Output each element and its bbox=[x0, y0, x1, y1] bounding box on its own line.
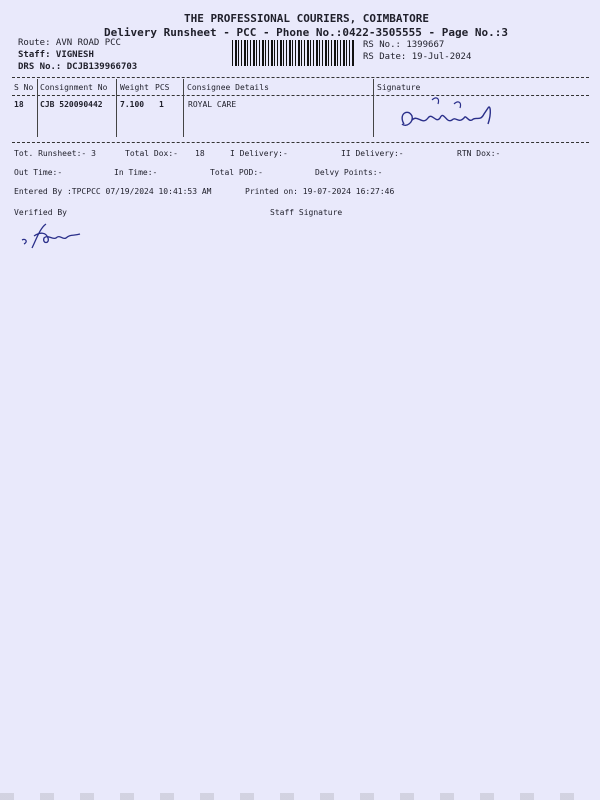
col-header-consignment: Consignment No bbox=[40, 83, 108, 92]
col-header-pcs: PCS bbox=[155, 83, 170, 92]
row-consignment-no: CJB 520090442 bbox=[40, 100, 103, 109]
tot-runsheet: Tot. Runsheet:- 3 bbox=[14, 149, 96, 158]
col-header-sno: S No bbox=[14, 83, 34, 92]
delvy-points: Delvy Points:- bbox=[315, 168, 383, 177]
runsheet-subtitle: Delivery Runsheet - PCC - Phone No.:0422-3505555 - Page No.:3 bbox=[104, 26, 508, 39]
col-divider bbox=[37, 79, 38, 137]
entered-by: Entered By :TPCPCC 07/19/2024 10:41:53 AM bbox=[14, 187, 212, 196]
rtn-dox: RTN Dox:- bbox=[457, 149, 501, 158]
verified-by-label: Verified By bbox=[14, 208, 67, 217]
col-header-weight: Weight bbox=[120, 83, 149, 92]
rs-number: RS No.: 1399667 bbox=[363, 40, 445, 50]
total-dox-label: Total Dox:- bbox=[125, 149, 178, 158]
col-divider bbox=[373, 79, 374, 137]
rs-date: RS Date: 19-Jul-2024 bbox=[363, 52, 472, 62]
table-top-rule bbox=[12, 77, 589, 78]
out-time: Out Time:- bbox=[14, 168, 63, 177]
company-title: THE PROFESSIONAL COURIERS, COIMBATORE bbox=[184, 12, 430, 25]
consignee-signature bbox=[392, 94, 502, 136]
barcode bbox=[232, 40, 354, 66]
total-dox-value: 18 bbox=[195, 149, 205, 158]
staff-signature-label: Staff Signature bbox=[270, 208, 343, 217]
staff-label: Staff: VIGNESH bbox=[18, 50, 94, 60]
drs-number: DRS No.: DCJB139966703 bbox=[18, 62, 138, 72]
col-header-signature: Signature bbox=[377, 83, 421, 92]
ii-delivery: II Delivery:- bbox=[341, 149, 404, 158]
total-pod: Total POD:- bbox=[210, 168, 263, 177]
row-weight: 7.100 bbox=[120, 100, 145, 109]
col-divider bbox=[116, 79, 117, 137]
row-consignee: ROYAL CARE bbox=[188, 100, 237, 109]
col-divider bbox=[183, 79, 184, 137]
table-bottom-rule bbox=[12, 142, 589, 143]
page-edge bbox=[0, 793, 600, 800]
i-delivery: I Delivery:- bbox=[230, 149, 288, 158]
route-label: Route: AVN ROAD PCC bbox=[18, 38, 121, 48]
verifier-signature bbox=[18, 218, 94, 254]
table-header-rule bbox=[12, 95, 589, 96]
in-time: In Time:- bbox=[114, 168, 158, 177]
col-header-consignee: Consignee Details bbox=[187, 83, 269, 92]
printed-on: Printed on: 19-07-2024 16:27:46 bbox=[245, 187, 395, 196]
row-pcs: 1 bbox=[159, 100, 164, 109]
row-sno: 18 bbox=[14, 100, 24, 109]
